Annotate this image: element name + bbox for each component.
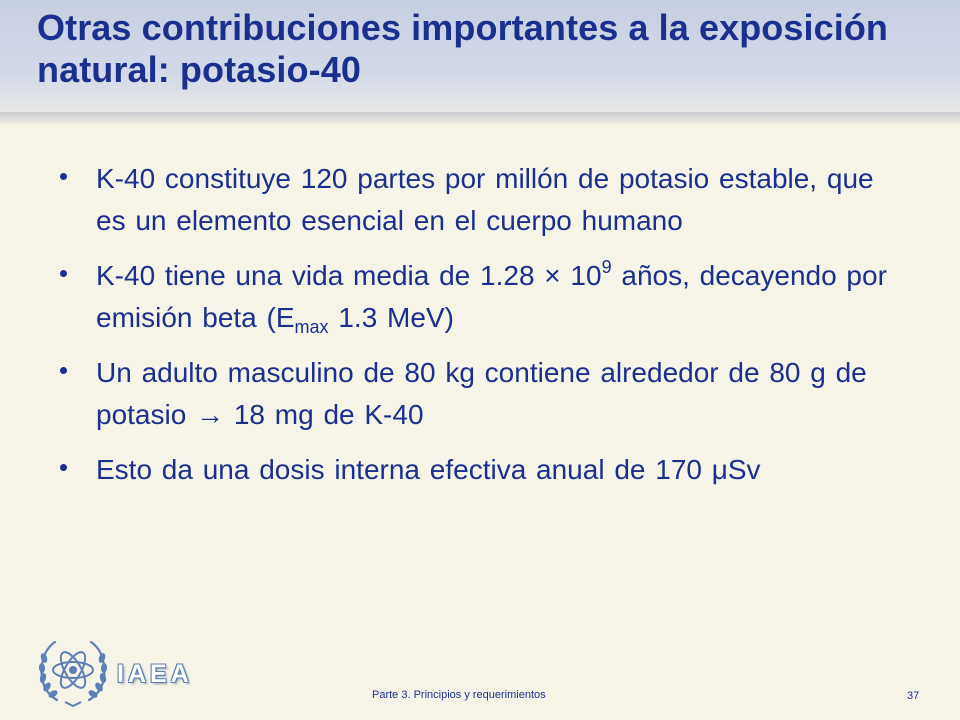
bullet-text: Un adulto masculino de 80 kg contiene alrededor de 80 g de potasio → 18 mg de K-40 <box>96 357 867 430</box>
footer-course-text: Parte 3. Principios y requerimientos <box>372 689 546 701</box>
bullet-item <box>60 255 910 339</box>
bullet-text-part: K-40 tiene una vida media de 1.28 × 10 <box>96 260 602 291</box>
bullet-dot-icon <box>60 173 67 180</box>
bullet-text-part: años, decayendo por emisión beta (E <box>96 260 887 333</box>
slide-title: Otras contribuciones importantes a la exposición natural: potasio-40 <box>37 7 889 90</box>
bullet-list <box>60 158 910 504</box>
title-band-shadow <box>0 112 960 126</box>
bullet-dot-icon <box>60 464 67 471</box>
subscript: max <box>294 317 329 337</box>
page-number: 37 <box>907 690 920 702</box>
bullet-item <box>60 449 910 491</box>
bullet-dot-icon <box>60 367 67 374</box>
exponent: 9 <box>601 257 612 277</box>
bullet-item <box>60 352 910 436</box>
bullet-text: K-40 constituye 120 partes por millón de potasio estable, que es un elemento esencial en el cuerpo humano <box>96 163 874 236</box>
bullet-text: Esto da una dosis interna efectiva anual de 170 μSv <box>96 454 761 485</box>
iaea-emblem-icon <box>35 636 111 708</box>
iaea-logo-text: IAEA <box>117 660 193 688</box>
bullet-item <box>60 158 910 242</box>
bullet-text-part: 1.3 MeV) <box>328 302 454 333</box>
bullet-dot-icon <box>60 270 67 277</box>
